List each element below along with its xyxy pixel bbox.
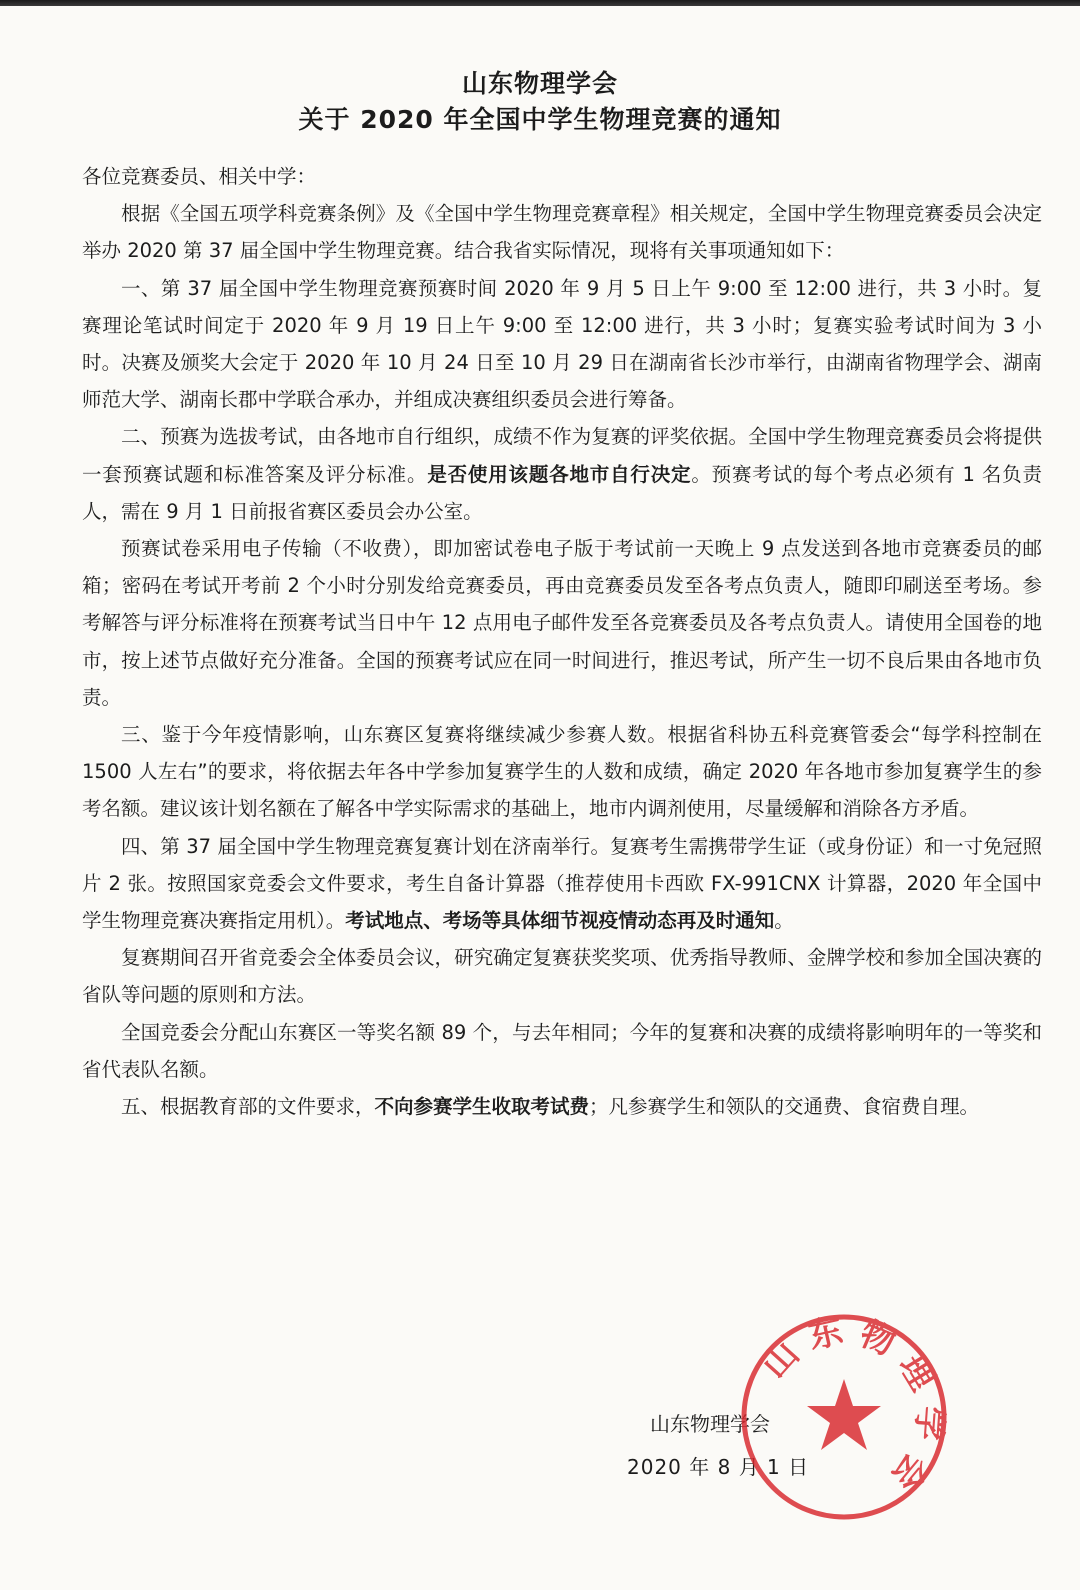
signature-date: 2020 年 8 月 1 日 [627,1455,810,1479]
section-4-paragraph [82,828,1042,940]
section-5-text-a: 五、根据教育部的文件要求， [121,1095,375,1119]
section-4-text-c: 。 [774,909,794,933]
section-4-emphasis: 考试地点、考场等具体细节视疫情动态再及时通知 [345,909,775,933]
award-quota-paragraph: 全国竞委会分配山东赛区一等奖名额 89 个，与去年相同；今年的复赛和决赛的成绩将影响明年的一等奖和省代表队名额。 [82,1020,1042,1081]
section-2-text-a: 二、预赛为选拔考试，由各地市自行组织，成绩不作为复赛的评奖依据。全国中学生物理竞赛委员会将提供一套预赛试题和标准答案及评分标准。 [82,425,1042,486]
exam-transmission-paragraph: 预赛试卷采用电子传输（不收费），即加密试卷电子版于考试前一天晚上 9 点发送到各地市竞赛委员的邮箱；密码在考试开考前 2 个小时分别发给竞赛委员，再由竞赛委员发至各考点负责人，随即印刷送至考场。参考解答与评分标准将在预赛考试当日中午 12 点用电子邮件发至各竞赛委员及各考点负责人。请使用全国卷的地市，按上述节点做好充分准备。全国的预赛考试应在同一时间进行，推迟考试，所产生一切不良后果由各地市负责。 [82,537,1042,709]
doc-title-org: 山东物理学会 [461,69,618,98]
notice-document [0,6,1080,1590]
salutation: 各位竞赛委员、相关中学： [82,165,317,188]
committee-meeting-paragraph: 复赛期间召开省竞委会全体委员会议，研究确定复赛获奖奖项、优秀指导教师、金牌学校和参加全国决赛的省队等问题的原则和方法。 [82,946,1042,1007]
section-4-text-a: 四、第 37 届全国中学生物理竞赛复赛计划在济南举行。复赛考生需携带学生证（或身份证）和一寸免冠照片 2 张。按照国家竞委会文件要求，考生自备计算器（推荐使用卡西欧 FX-991CNX 计算器，2020 年全国中学生物理竞赛决赛指定用机）。 [82,834,1042,933]
section-1-paragraph: 一、第 37 届全国中学生物理竞赛预赛时间 2020 年 9 月 5 日上午 9:00 至 12:00 进行，共 3 小时。复赛理论笔试时间定于 2020 年 9 月 19 日上午 9:00 至 12:00 进行，共 3 小时；复赛实验考试时间为 3 小时。决赛及颁奖大会定于 2020 年 10 月 24 日至 10 月 29 日在湖南省长沙市举行，由湖南省物理学会、湖南师范大学、湖南长郡中学联合承办，并组成决赛组织委员会进行筹备。 [82,276,1042,412]
section-5-emphasis: 不向参赛学生收取考试费 [374,1095,590,1119]
seal-text-arc: 山 东 物 理 学 会 [754,1311,950,1498]
doc-title-subject: 关于 2020 年全国中学生物理竞赛的通知 [298,105,782,134]
signature-org: 山东物理学会 [650,1412,770,1436]
doc-body [82,158,1042,1125]
section-2-emphasis: 是否使用该题各地市自行决定 [427,462,692,486]
section-2-text-c: 。预赛考试的每个考点必须有 1 名负责人，需在 9 月 1 日前报省赛区委员会办公室。 [82,462,1042,523]
section-3-paragraph: 三、鉴于今年疫情影响，山东赛区复赛将继续减少参赛人数。根据省科协五科竞赛管委会“每学科控制在 1500 人左右”的要求，将依据去年各中学参加复赛学生的人数和成绩，确定 2020 年各地市参加复赛学生的参考名额。建议该计划名额在了解各中学实际需求的基础上，地市内调剂使用，尽量缓解和消除各方矛盾。 [82,723,1042,821]
seal-star-icon [807,1379,881,1450]
section-2-paragraph [82,418,1042,530]
intro-paragraph: 根据《全国五项学科竞赛条例》及《全国中学生物理竞赛章程》相关规定，全国中学生物理竞赛委员会决定举办 2020 第 37 届全国中学生物理竞赛。结合我省实际情况，现将有关事项通知如下： [82,202,1042,263]
official-seal-stamp [738,1311,950,1523]
section-5-text-c: ；凡参赛学生和领队的交通费、食宿费自理。 [589,1095,980,1119]
section-5-paragraph [82,1088,1042,1125]
